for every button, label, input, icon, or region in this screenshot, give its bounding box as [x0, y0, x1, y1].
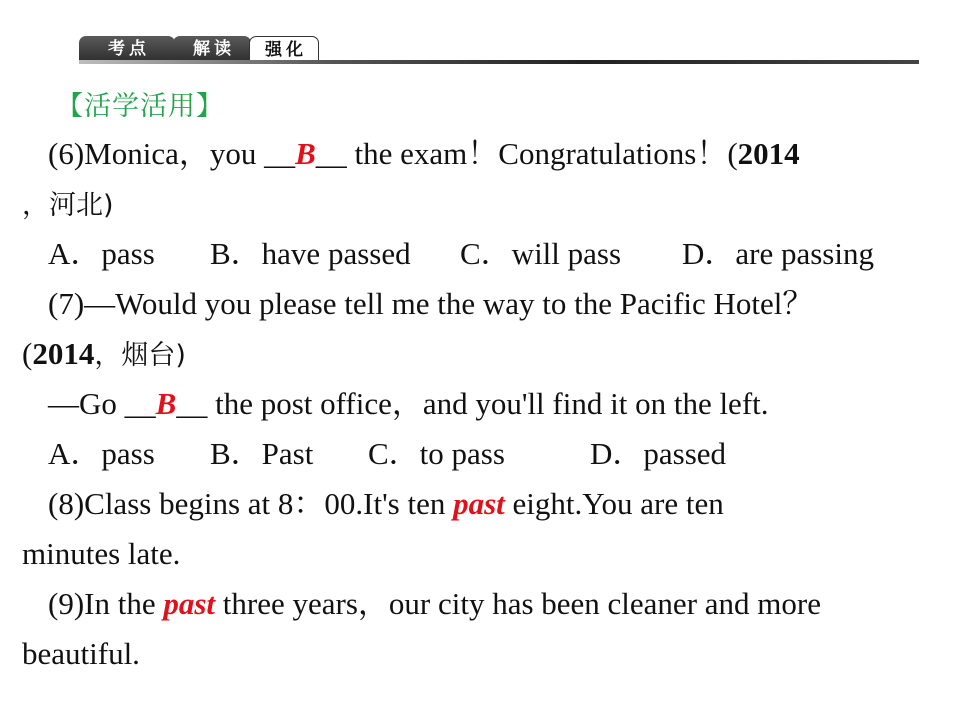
q7-reply-post: __ the post office，and you'll find it on the left.: [176, 386, 769, 421]
q8-highlight: past: [453, 486, 505, 521]
q6-stem-post: __ the exam！Congratulations！(: [315, 136, 738, 171]
q6-stem: [48, 134, 800, 174]
q9-highlight: past: [163, 586, 216, 621]
q8-sentence: [48, 484, 724, 524]
q7-option-a: A．pass: [48, 436, 155, 471]
q6-source: [22, 184, 114, 226]
q9-post: three years，our city has been cleaner and more: [215, 586, 821, 621]
q7-answer: B: [155, 386, 177, 421]
q6-option-d: D．are passing: [682, 236, 874, 271]
q6-option-c: C．will pass: [460, 236, 622, 271]
q6-year: 2014: [737, 136, 800, 171]
q7-option-d: D．passed: [590, 436, 727, 471]
q8-sentence-cont: minutes late.: [22, 536, 181, 571]
q7-year: 2014: [32, 336, 95, 371]
q6-stem-pre: (6)Monica，you __: [48, 136, 296, 171]
q7-options: [48, 434, 726, 474]
q8-pre: (8)Class begins at 8：00.It's ten: [48, 486, 454, 521]
q7-stem: (7)―Would you please tell me the way to the Pacific Hotel？: [48, 286, 814, 321]
q6-options: [48, 234, 874, 274]
q7-reply: [48, 384, 769, 424]
q7-source-text: ，烟台): [94, 340, 186, 371]
q7-source-open: (: [22, 336, 33, 371]
q9-sentence: [48, 584, 821, 624]
q9-pre: (9)In the: [48, 586, 164, 621]
q7-reply-pre: —Go __: [48, 386, 156, 421]
q6-answer: B: [295, 136, 316, 171]
section-title: 【活学活用】: [56, 91, 224, 122]
tab-qianghua[interactable]: 强化: [249, 36, 319, 63]
q8-post: eight.You are ten: [504, 486, 724, 521]
tab-kaodian[interactable]: 考点: [79, 36, 175, 63]
q7-source: [22, 334, 186, 376]
q7-option-c: C．to pass: [368, 436, 505, 471]
q7-option-b: B．Past: [210, 436, 314, 471]
q6-option-b: B．have passed: [210, 236, 411, 271]
tab-jiedu[interactable]: 解读: [173, 36, 251, 63]
q9-sentence-cont: beautiful.: [22, 636, 140, 671]
q6-option-a: A．pass: [48, 236, 155, 271]
header-divider: [79, 60, 919, 64]
q6-source-text: ，河北): [22, 190, 114, 221]
